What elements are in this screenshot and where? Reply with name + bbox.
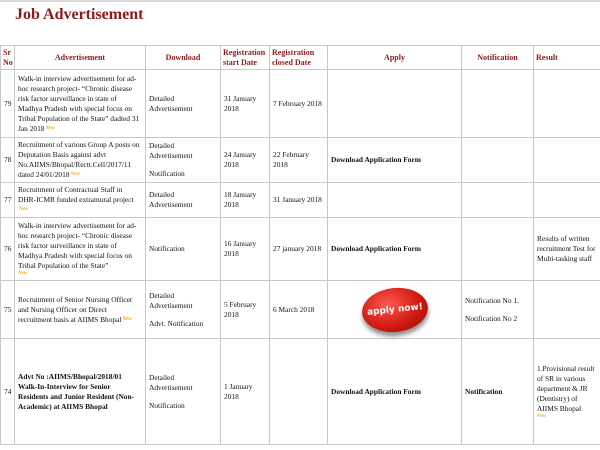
new-badge-icon: New xyxy=(122,316,132,322)
advertisement-text: Recruitment of various Group A posts on Deputation Basis against advt No.AIIMS/Bhopal/Rectt.Cell/2017/11 dated 24/01/2018 xyxy=(18,140,140,179)
result-link[interactable]: Results of written recruitment Test for Multi-tasking staff xyxy=(537,234,596,263)
notification-link[interactable]: Notification xyxy=(149,400,185,410)
detailed-advertisement-link[interactable]: Detailed Advertisement xyxy=(149,93,193,113)
apply-cell xyxy=(328,183,462,218)
result-cell xyxy=(534,138,600,183)
advertisement-text: Recruitment of Senior Nursing Officer and Nursing Officer on Direct recruitment basis at AIIMS Bhopal xyxy=(18,294,133,324)
header-result: Result xyxy=(534,46,600,70)
notification-no-1-link[interactable]: Notification No 1. xyxy=(465,295,519,305)
table-row xyxy=(1,183,600,218)
detailed-advertisement-link[interactable]: Detailed Advertisement xyxy=(149,190,193,209)
detailed-advertisement-link[interactable]: Detailed Advertisement xyxy=(149,141,193,160)
job-table xyxy=(0,45,600,445)
apply-cell xyxy=(328,281,462,339)
apply-now-button[interactable]: apply now! xyxy=(359,284,429,335)
table-row xyxy=(1,70,600,138)
notification-link[interactable]: Notification xyxy=(149,244,185,253)
registration-start: 24 January 2018 xyxy=(221,138,270,183)
result-cell xyxy=(534,218,600,281)
notification-cell xyxy=(462,281,534,339)
apply-cell xyxy=(328,218,462,281)
result-cell xyxy=(534,183,600,218)
result-cell xyxy=(534,281,600,339)
advertisement-cell xyxy=(15,218,146,281)
new-badge-icon: New xyxy=(18,271,28,276)
table-row xyxy=(1,339,600,445)
detailed-advertisement-link[interactable]: Detailed Advertisement xyxy=(149,372,193,392)
download-cell xyxy=(146,281,221,339)
table-row xyxy=(1,281,600,339)
advertisement-text: Advt No :AIIMS/Bhopal/2018/01 Walk-In-Interview for Senior Residents and Junior Resident (Non- Academic) at AIIMS Bhopal xyxy=(18,371,135,411)
notification-no-2-link[interactable]: Notification No 2 xyxy=(465,313,518,323)
advertisement-cell xyxy=(15,339,146,445)
page-title: Job Advertisement xyxy=(15,6,144,23)
top-border xyxy=(0,0,600,2)
header-sr-no: Sr No xyxy=(1,46,15,70)
apply-cell xyxy=(328,339,462,445)
sr-no: 75 xyxy=(1,281,15,339)
sr-no: 78 xyxy=(1,138,15,183)
apply-cell xyxy=(328,138,462,183)
download-application-form-link[interactable]: Download Application Form xyxy=(331,155,421,164)
registration-closed: 6 March 2018 xyxy=(270,281,328,339)
download-application-form-link[interactable]: Download Application Form xyxy=(331,244,421,253)
registration-start: 5 February 2018 xyxy=(221,281,270,339)
notification-cell xyxy=(462,218,534,281)
table-row xyxy=(1,138,600,183)
registration-start: 16 January 2018 xyxy=(221,218,270,281)
registration-start: 18 January 2018 xyxy=(221,183,270,218)
download-cell xyxy=(146,218,221,281)
sr-no: 77 xyxy=(1,183,15,218)
advertisement-text: Walk-in interview advertisement for ad-hoc research project- “Chronic disease risk factor surveillance in state of Madhya Pradesh with special focus on Tribal Population of the State” dadted 31 Jan 2018 xyxy=(18,73,140,133)
download-cell xyxy=(146,70,221,138)
header-notification: Notification xyxy=(462,46,534,70)
registration-closed: 27 january 2018 xyxy=(270,218,328,281)
download-cell xyxy=(146,339,221,445)
apply-cell xyxy=(328,70,462,138)
registration-closed: 7 February 2018 xyxy=(270,70,328,138)
header-advertisement: Advertisement xyxy=(15,46,146,70)
notification-cell xyxy=(462,339,534,445)
advertisement-text: Walk-in interview advertisement for ad-hoc research project- “Chronic disease risk factor surveillance in state of Madhya Pradesh with special focus on Tribal Population of the State” xyxy=(18,221,137,270)
registration-start: 1 January 2018 xyxy=(221,339,270,445)
notification-cell xyxy=(462,183,534,218)
result-cell xyxy=(534,339,600,445)
table-header-row xyxy=(1,46,600,70)
notification-link[interactable]: Notification xyxy=(465,386,503,396)
result-cell xyxy=(534,70,600,138)
sr-no: 76 xyxy=(1,218,15,281)
header-registration-start: Registration start Date xyxy=(221,46,270,70)
new-badge-icon: New xyxy=(537,413,547,419)
registration-closed: 22 February 2018 xyxy=(270,138,328,183)
notification-cell xyxy=(462,70,534,138)
new-badge-icon: New xyxy=(19,207,29,213)
advertisement-cell xyxy=(15,70,146,138)
result-link[interactable]: 1.Provisional result of SR in various department & JR (Dentistry) of AIIMS Bhopal xyxy=(537,363,595,413)
table-row xyxy=(1,218,600,281)
notification-link[interactable]: Notification xyxy=(149,169,185,178)
registration-start: 31 January 2018 xyxy=(221,70,270,138)
download-application-form-link[interactable]: Download Application Form xyxy=(331,386,421,396)
header-registration-closed: Registration closed Date xyxy=(270,46,328,70)
new-badge-icon: New xyxy=(70,172,80,178)
registration-closed xyxy=(270,339,328,445)
download-cell xyxy=(146,183,221,218)
detailed-advertisement-link[interactable]: Detailed Advertisement xyxy=(149,290,193,310)
header-apply: Apply xyxy=(328,46,462,70)
advertisement-cell xyxy=(15,281,146,339)
new-badge-icon: New xyxy=(45,125,55,131)
advertisement-cell xyxy=(15,183,146,218)
notification-cell xyxy=(462,138,534,183)
sr-no: 74 xyxy=(1,339,15,445)
sr-no: 79 xyxy=(1,70,15,138)
advt-notification-link[interactable]: Advt. Notification xyxy=(149,318,204,328)
advertisement-cell xyxy=(15,138,146,183)
download-cell xyxy=(146,138,221,183)
advertisement-text: Recruitment of Contractual Staff in DHR-ICMR funded extramural project xyxy=(18,185,134,204)
registration-closed: 31 January 2018 xyxy=(270,183,328,218)
header-download: Download xyxy=(146,46,221,70)
